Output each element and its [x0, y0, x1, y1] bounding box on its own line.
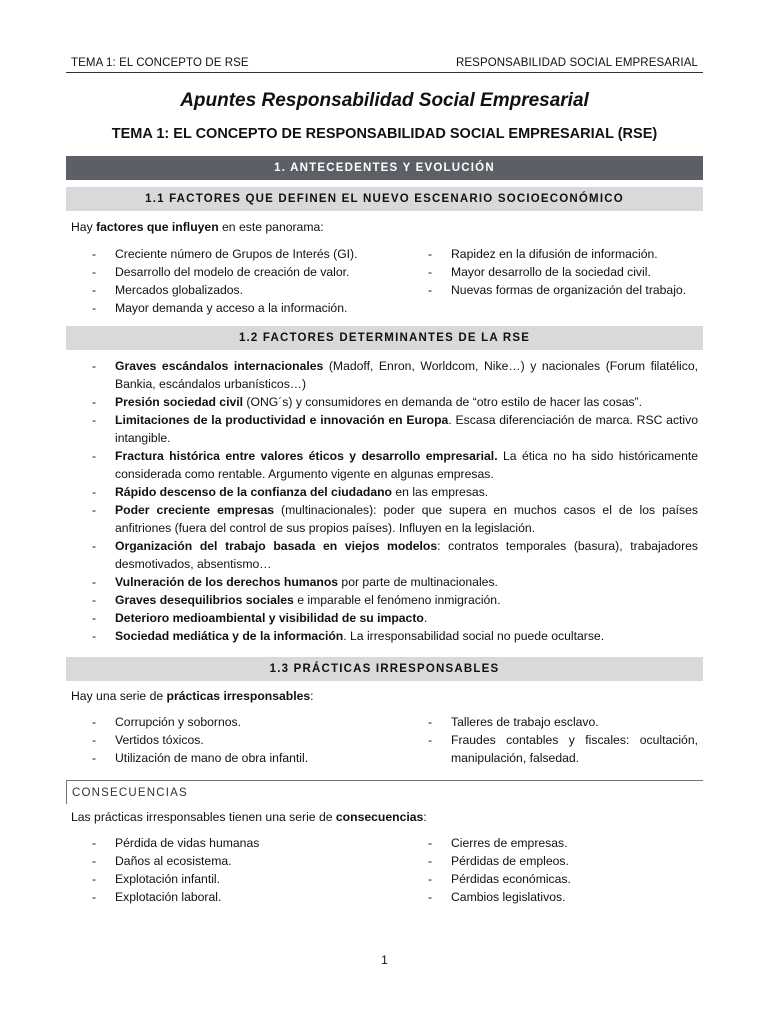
- list-item: - Rapidez en la difusión de información.: [428, 247, 658, 261]
- document-subtitle: TEMA 1: EL CONCEPTO DE RESPONSABILIDAD SOCIAL EMPRESARIAL (RSE): [111, 126, 658, 142]
- intro-paragraph-1-3: Hay una serie de prácticas irresponsables:: [71, 689, 314, 703]
- list-item: - Nuevas formas de organización del trabajo.: [428, 283, 687, 297]
- page-number: 1: [381, 953, 388, 967]
- list-item: - Mayor demanda y acceso a la información.: [92, 301, 348, 315]
- list-item: - Fractura histórica entre valores éticos y desarrollo empresarial. La ética no ha sido históricamente considerada como rentable. Argumento vigente en algunas empresas.: [92, 449, 699, 481]
- list-item: - Pérdidas de empleos.: [428, 854, 569, 868]
- header-right: RESPONSABILIDAD SOCIAL EMPRESARIAL: [456, 57, 698, 69]
- list-item: - Fraudes contables y fiscales: ocultación, manipulación, falsedad.: [428, 733, 698, 765]
- header-left: TEMA 1: EL CONCEPTO DE RSE: [71, 57, 249, 69]
- list-item: - Limitaciones de la productividad e innovación en Europa. Escasa diferenciación de marca. RSC activo intangible.: [92, 413, 699, 445]
- list-item: - Explotación laboral.: [92, 890, 222, 904]
- list-item: - Deterioro medioambiental y visibilidad de su impacto.: [92, 611, 428, 625]
- list-item: - Daños al ecosistema.: [92, 854, 232, 868]
- list-item: - Talleres de trabajo esclavo.: [428, 715, 599, 729]
- list-item: - Sociedad mediática y de la información. La irresponsabilidad social no puede ocultarse.: [92, 629, 605, 643]
- list-item: - Mayor desarrollo de la sociedad civil.: [428, 265, 651, 279]
- list-1-3-left: [71, 713, 401, 767]
- list-item: - Utilización de mano de obra infantil.: [92, 751, 309, 765]
- list-item: - Graves desequilibrios sociales e imparable el fenómeno inmigración.: [92, 593, 501, 607]
- list-item: - Vertidos tóxicos.: [92, 733, 204, 747]
- list-item: - Cierres de empresas.: [428, 836, 568, 850]
- list-item: - Desarrollo del modelo de creación de valor.: [92, 265, 350, 279]
- intro-paragraph-1-1: Hay factores que influyen en este panorama:: [71, 220, 324, 234]
- section-heading-1-1: 1.1 FACTORES QUE DEFINEN EL NUEVO ESCENARIO SOCIOECONÓMICO: [66, 187, 703, 211]
- list-item: - Graves escándalos internacionales (Madoff, Enron, Worldcom, Nike…) y nacionales (Forum filatélico, Bankia, escándalos urbanísticos…): [92, 359, 698, 391]
- list-item: - Corrupción y sobornos.: [92, 715, 241, 729]
- section-heading-1-3: 1.3 PRÁCTICAS IRRESPONSABLES: [66, 657, 703, 681]
- consequences-heading: CONSECUENCIAS: [66, 780, 703, 804]
- document-title: Apuntes Responsabilidad Social Empresarial: [180, 90, 589, 111]
- list-consequences-left: [71, 834, 401, 906]
- list-1-1-right: [407, 245, 698, 299]
- list-item: - Mercados globalizados.: [92, 283, 244, 297]
- section-heading-1: 1. ANTECEDENTES Y EVOLUCIÓN: [66, 156, 703, 180]
- list-item: - Organización del trabajo basada en viejos modelos: contratos temporales (basura), trabajadores desmotivados, absentismo…: [92, 539, 698, 571]
- list-item: - Explotación infantil.: [92, 872, 221, 886]
- list-1-3-right: [407, 713, 698, 767]
- list-item: - Cambios legislativos.: [428, 890, 566, 904]
- list-item: - Pérdidas económicas.: [428, 872, 571, 886]
- list-consequences-right: [407, 834, 698, 906]
- section-heading-1-2: 1.2 FACTORES DETERMINANTES DE LA RSE: [66, 326, 703, 350]
- list-1-1-left: [71, 245, 401, 317]
- list-1-2: [71, 357, 698, 645]
- list-item: - Presión sociedad civil (ONG´s) y consumidores en demanda de “otro estilo de hacer las cosas”.: [92, 395, 643, 409]
- intro-paragraph-consequences: Las prácticas irresponsables tienen una serie de consecuencias:: [71, 810, 427, 824]
- list-item: - Rápido descenso de la confianza del ciudadano en las empresas.: [92, 485, 489, 499]
- list-item: - Poder creciente empresas (multinacionales): poder que supera en muchos casos el de los países anfitriones (fuera del control de sus propios países). Influyen en la legislación.: [92, 503, 698, 535]
- list-item: - Vulneración de los derechos humanos por parte de multinacionales.: [92, 575, 498, 589]
- list-item: - Pérdida de vidas humanas: [92, 836, 260, 850]
- page-header: [66, 57, 703, 73]
- list-item: - Creciente número de Grupos de Interés (GI).: [92, 247, 358, 261]
